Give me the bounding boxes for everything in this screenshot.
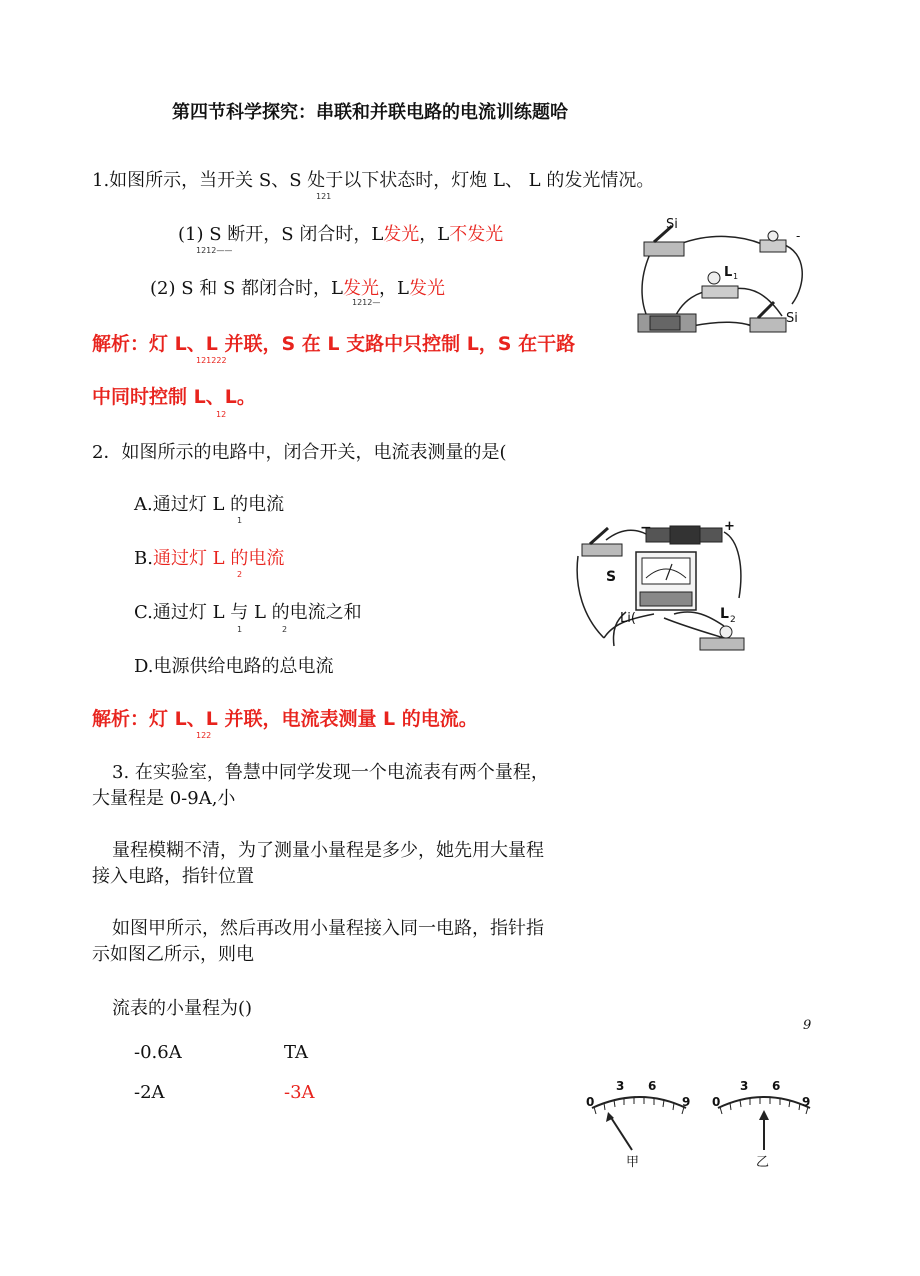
q1-item2-prefix: (2) S 和 S 都闭合时，L bbox=[150, 278, 343, 299]
meter-left-tick-3: 3 bbox=[616, 1079, 625, 1093]
meter-right-tick-3: 3 bbox=[740, 1079, 749, 1093]
meter-left-ticks bbox=[594, 1097, 684, 1114]
q1-stem-sub: 121 bbox=[316, 192, 332, 201]
fig1-label-lamp-sub: 1 bbox=[733, 272, 739, 281]
q2-option-b-prefix: B. bbox=[134, 548, 153, 569]
q3-line5: 如图甲所示，然后再改用小量程接入同一电路，指针指 bbox=[112, 918, 544, 939]
q1-item2-answer-a: 发光 bbox=[343, 278, 379, 299]
q3-line6: 示如图乙所示，则电 bbox=[92, 944, 254, 965]
meter-left-label: 甲 bbox=[626, 1155, 640, 1170]
meter-right-tick-6: 6 bbox=[772, 1079, 781, 1093]
q1-item1-sub: 1212—— bbox=[196, 246, 233, 255]
q1-item1-answer-b: 不发光 bbox=[449, 224, 504, 245]
fig2-label-lamp2: L bbox=[720, 606, 729, 622]
q2-option-a-sub: 1 bbox=[237, 516, 243, 525]
q3-option-4: -3A bbox=[284, 1082, 315, 1103]
q2-option-c: C.通过灯 L 与 L 的电流之和 bbox=[134, 602, 362, 623]
q1-circuit-figure bbox=[632, 214, 812, 340]
q3-line3: 量程模糊不清，为了测量小量程是多少，她先用大量程 bbox=[112, 840, 544, 861]
fig1-label-lamp: L bbox=[724, 265, 733, 280]
meter-right bbox=[712, 1079, 810, 1170]
lamp-l1-base bbox=[702, 286, 738, 298]
meter-left bbox=[586, 1079, 690, 1170]
q3-line2: 大量程是 0-9A,小 bbox=[92, 788, 236, 809]
q1-stem: 1.如图所示，当开关 S、S 处于以下状态时，灯炮 L、 L 的发光情况。 bbox=[92, 170, 655, 191]
switch-s1-base bbox=[644, 242, 684, 256]
switch-s2-lever bbox=[758, 302, 774, 318]
q1-item1-prefix: (1) S 断开，S 闭合时，L bbox=[178, 224, 384, 245]
q1-analysis-line2: 中同时控制 L、L。 bbox=[92, 386, 256, 408]
fig1-label-s2: Si bbox=[786, 311, 798, 326]
q2-stem: 2．如图所示的电路中，闭合开关，电流表测量的是( bbox=[92, 442, 507, 463]
q2-option-c-sub1: 1 bbox=[237, 625, 243, 634]
q1-item2 bbox=[150, 274, 445, 300]
q3-line7: 流表的小量程为() bbox=[112, 998, 253, 1019]
q2-analysis-sub: 122 bbox=[196, 731, 212, 740]
meter-left-tick-9: 9 bbox=[682, 1095, 691, 1109]
meter-left-tick-6: 6 bbox=[648, 1079, 657, 1093]
q1-item1-answer-a: 发光 bbox=[383, 224, 420, 245]
meter-right-label: 乙 bbox=[756, 1155, 770, 1170]
ammeter-dial bbox=[642, 558, 690, 584]
page-title: 第四节科学探究：串联和并联电路的电流训练题哈 bbox=[172, 102, 568, 123]
q2-option-b-text: 通过灯 L 的电流 bbox=[152, 548, 285, 569]
meter-right-pointer-head bbox=[759, 1110, 769, 1120]
lamp-l1-bulb-icon bbox=[708, 272, 720, 284]
lamp-l2-bulb-icon bbox=[720, 626, 732, 638]
q1-analysis-sub2: 12 bbox=[216, 410, 227, 419]
lamp-l2-base bbox=[760, 240, 786, 252]
battery-cell bbox=[650, 316, 680, 330]
q2-analysis: 解析：灯 L、L 并联，电流表测量 L 的电流。 bbox=[92, 708, 478, 730]
meter-right-tick-9: 9 bbox=[802, 1095, 811, 1109]
q2-option-a: A.通过灯 L 的电流 bbox=[134, 494, 285, 515]
q2-option-b-sub: 2 bbox=[237, 570, 243, 579]
meter-left-pointer bbox=[610, 1116, 632, 1150]
q3-meter-figure bbox=[582, 1076, 812, 1172]
q3-option-1: -0.6A bbox=[134, 1042, 182, 1063]
q1-item2-sub: 1212— bbox=[352, 298, 381, 307]
page-mark: 9 bbox=[803, 1018, 812, 1033]
q1-analysis-line1: 解析：灯 L、L 并联，S 在 L 支路中只控制 L，S 在干路 bbox=[92, 333, 576, 355]
meter-right-tick-0: 0 bbox=[712, 1095, 721, 1109]
q1-item1 bbox=[178, 220, 503, 246]
fig2-label-lamp2-sub: 2 bbox=[730, 615, 736, 625]
q3-option-2: TA bbox=[284, 1042, 309, 1063]
lamp-l2-bulb-icon bbox=[768, 231, 778, 241]
q2-option-c-sub2: 2 bbox=[282, 625, 288, 634]
q2-option-b bbox=[134, 544, 284, 570]
q3-option-3: -2A bbox=[134, 1082, 165, 1103]
fig1-label-s1: Si bbox=[666, 217, 678, 232]
q2-option-d: D.电源供给电路的总电流 bbox=[134, 656, 334, 677]
q1-item2-mid: ，L bbox=[379, 278, 409, 299]
q1-item2-answer-b: 发光 bbox=[408, 278, 445, 299]
switch-s-lever bbox=[590, 528, 608, 544]
q3-line1: 3. 在实验室，鲁慧中同学发现一个电流表有两个量程， bbox=[112, 762, 549, 783]
lamp-l2-base bbox=[700, 638, 744, 650]
ammeter-terminals bbox=[640, 592, 692, 606]
fig2-label-lamp1: Li( bbox=[620, 611, 636, 626]
fig2-label-minus: − bbox=[640, 520, 652, 536]
battery-cell bbox=[670, 526, 700, 544]
q3-line4: 接入电路，指针位置 bbox=[92, 866, 254, 887]
fig2-label-switch: S bbox=[606, 569, 617, 585]
switch-s2-base bbox=[750, 318, 786, 332]
q2-circuit-figure bbox=[574, 518, 746, 658]
meter-left-arc bbox=[592, 1097, 686, 1108]
fig1-label-minus: - bbox=[796, 229, 801, 243]
meter-right-arc bbox=[718, 1097, 810, 1108]
switch-s-base bbox=[582, 544, 622, 556]
q1-item1-mid: ，L bbox=[419, 224, 450, 245]
fig2-label-plus: + bbox=[724, 519, 735, 534]
meter-left-tick-0: 0 bbox=[586, 1095, 595, 1109]
q1-analysis-sub1: 121222 bbox=[196, 356, 227, 365]
